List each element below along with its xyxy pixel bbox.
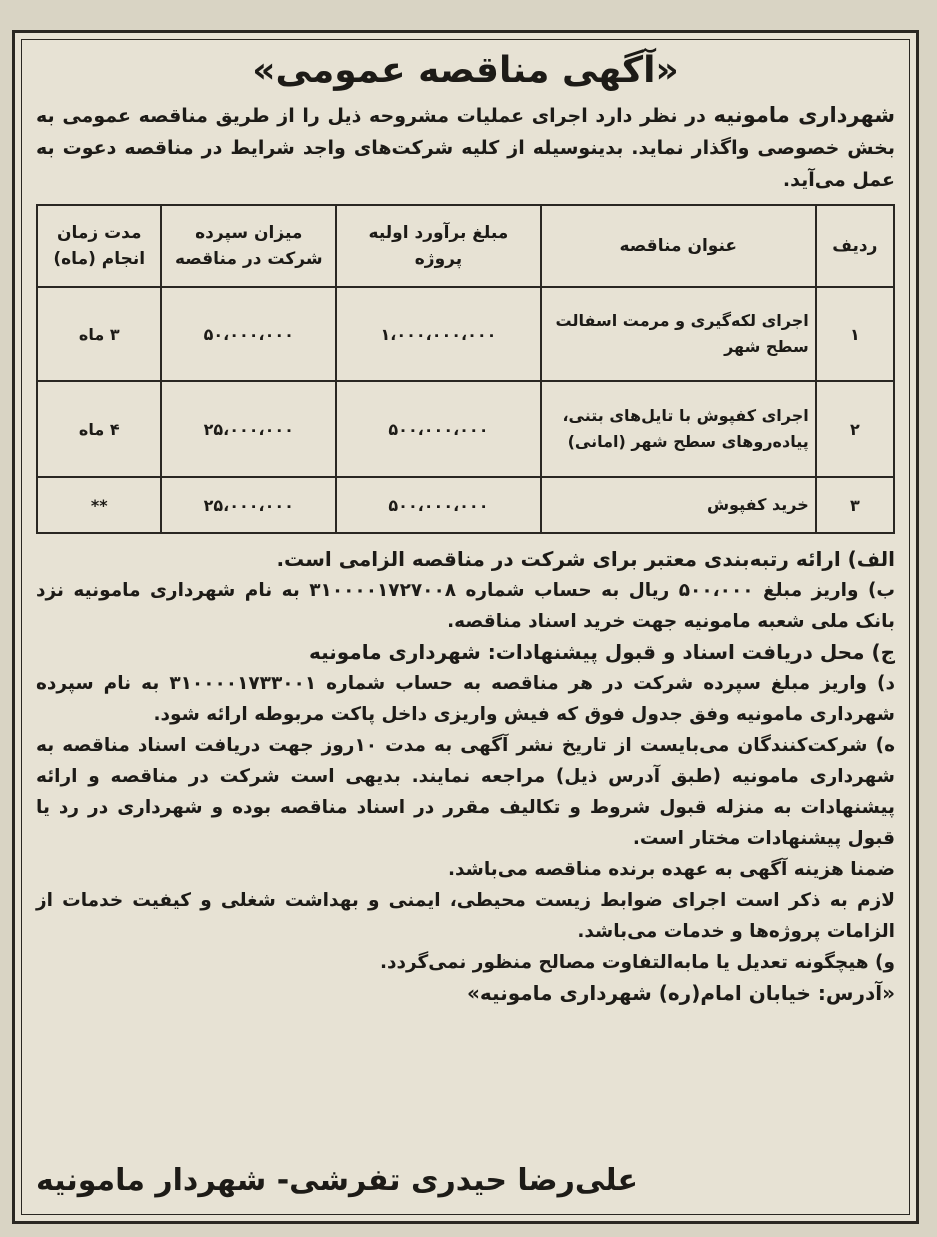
cell-row-number: ۱ <box>816 287 894 381</box>
header-title: عنوان مناقصه <box>541 205 816 287</box>
header-duration: مدت زمان انجام (ماه) <box>37 205 161 287</box>
table-row <box>37 381 894 477</box>
header-row-number: ردیف <box>816 205 894 287</box>
conditions-section <box>36 544 895 1009</box>
condition-f: و) هیچگونه تعدیل یا مابه‌التفاوت مصالح منظور نمی‌گردد. <box>380 952 895 973</box>
cell-title: خرید کفپوش <box>541 477 816 533</box>
condition-d: د) واریز مبلغ سپرده شرکت در هر مناقصه به حساب شماره ۳۱۰۰۰۰۱۷۳۳۰۰۱ به نام سپرده شهرداری مامونیه وفق جدول فوق که فیش واریزی داخل پاکت مربوطه ارائه شود. <box>36 673 896 725</box>
condition-a: الف) ارائه رتبه‌بندی معتبر برای شرکت در مناقصه الزامی است. <box>276 547 895 571</box>
intro-lead: شهرداری مامونیه <box>713 103 896 127</box>
cell-row-number: ۳ <box>816 477 894 533</box>
cell-deposit: ۲۵،۰۰۰،۰۰۰ <box>161 477 336 533</box>
mayor-signature: علی‌رضا حیدری تفرشی- شهردار مامونیه <box>36 1163 639 1198</box>
condition-environment: لازم به ذکر است اجرای ضوابط زیست محیطی، ایمنی و بهداشت شغلی و کیفیت خدمات از الزامات پروژه‌ها و خدمات می‌باشد. <box>36 890 895 942</box>
cell-title: اجرای لکه‌گیری و مرمت اسفالت سطح شهر <box>541 287 816 381</box>
condition-c: ج) محل دریافت اسناد و قبول پیشنهادات: شهرداری مامونیه <box>308 640 895 664</box>
header-estimate: مبلغ برآورد اولیه پروژه <box>336 205 541 287</box>
address-line: «آدرس: خیابان امام(ره) شهرداری مامونیه» <box>467 981 895 1005</box>
cell-deposit: ۲۵،۰۰۰،۰۰۰ <box>161 381 336 477</box>
cell-deposit: ۵۰،۰۰۰،۰۰۰ <box>161 287 336 381</box>
cell-estimate: ۱،۰۰۰،۰۰۰،۰۰۰ <box>336 287 541 381</box>
cell-estimate: ۵۰۰،۰۰۰،۰۰۰ <box>336 477 541 533</box>
notice-frame <box>21 39 910 1215</box>
tender-table <box>36 204 895 534</box>
cell-duration: ۴ ماه <box>37 381 161 477</box>
condition-cost: ضمنا هزینه آگهی به عهده برنده مناقصه می‌باشد. <box>447 859 895 880</box>
table-row <box>37 477 894 533</box>
intro-text: در نظر دارد اجرای عملیات مشروحه ذیل را از طریق مناقصه عمومی به بخش خصوصی واگذار نماید. بدینوسیله از کلیه شرکت‌های واجد شرایط در مناقصه دعوت به عمل می‌آید. <box>36 105 895 191</box>
cell-title: اجرای کفپوش با تایل‌های بتنی، پیاده‌روهای سطح شهر (امانی) <box>541 381 816 477</box>
table-row <box>37 287 894 381</box>
condition-b: ب) واریز مبلغ ۵۰۰،۰۰۰ ریال به حساب شماره ۳۱۰۰۰۰۱۷۲۷۰۰۸ به نام شهرداری مامونیه نزد بانک ملی شعبه مامونیه جهت خرید اسناد مناقصه. <box>36 580 895 632</box>
intro-paragraph <box>36 99 895 196</box>
cell-row-number: ۲ <box>816 381 894 477</box>
tender-notice <box>12 30 919 1224</box>
condition-e: ه) شرکت‌کنندگان می‌بایست از تاریخ نشر آگهی به مدت ۱۰روز جهت دریافت اسناد مناقصه به شهرداری مامونیه (طبق آدرس ذیل) مراجعه نمایند. بدیهی است شرکت در مناقصه و ارائه پیشنهادات به منزله قبول شروط و تکالیف مقرر در اسناد مناقصه بوده و شهرداری در رد یا قبول پیشنهادات مختار است. <box>36 735 895 849</box>
cell-duration: ۳ ماه <box>37 287 161 381</box>
cell-estimate: ۵۰۰،۰۰۰،۰۰۰ <box>336 381 541 477</box>
notice-title: «آگهی مناقصه عمومی» <box>252 50 679 91</box>
table-header-row <box>37 205 894 287</box>
cell-duration: ** <box>37 477 161 533</box>
header-deposit: میزان سپرده شرکت در مناقصه <box>161 205 336 287</box>
